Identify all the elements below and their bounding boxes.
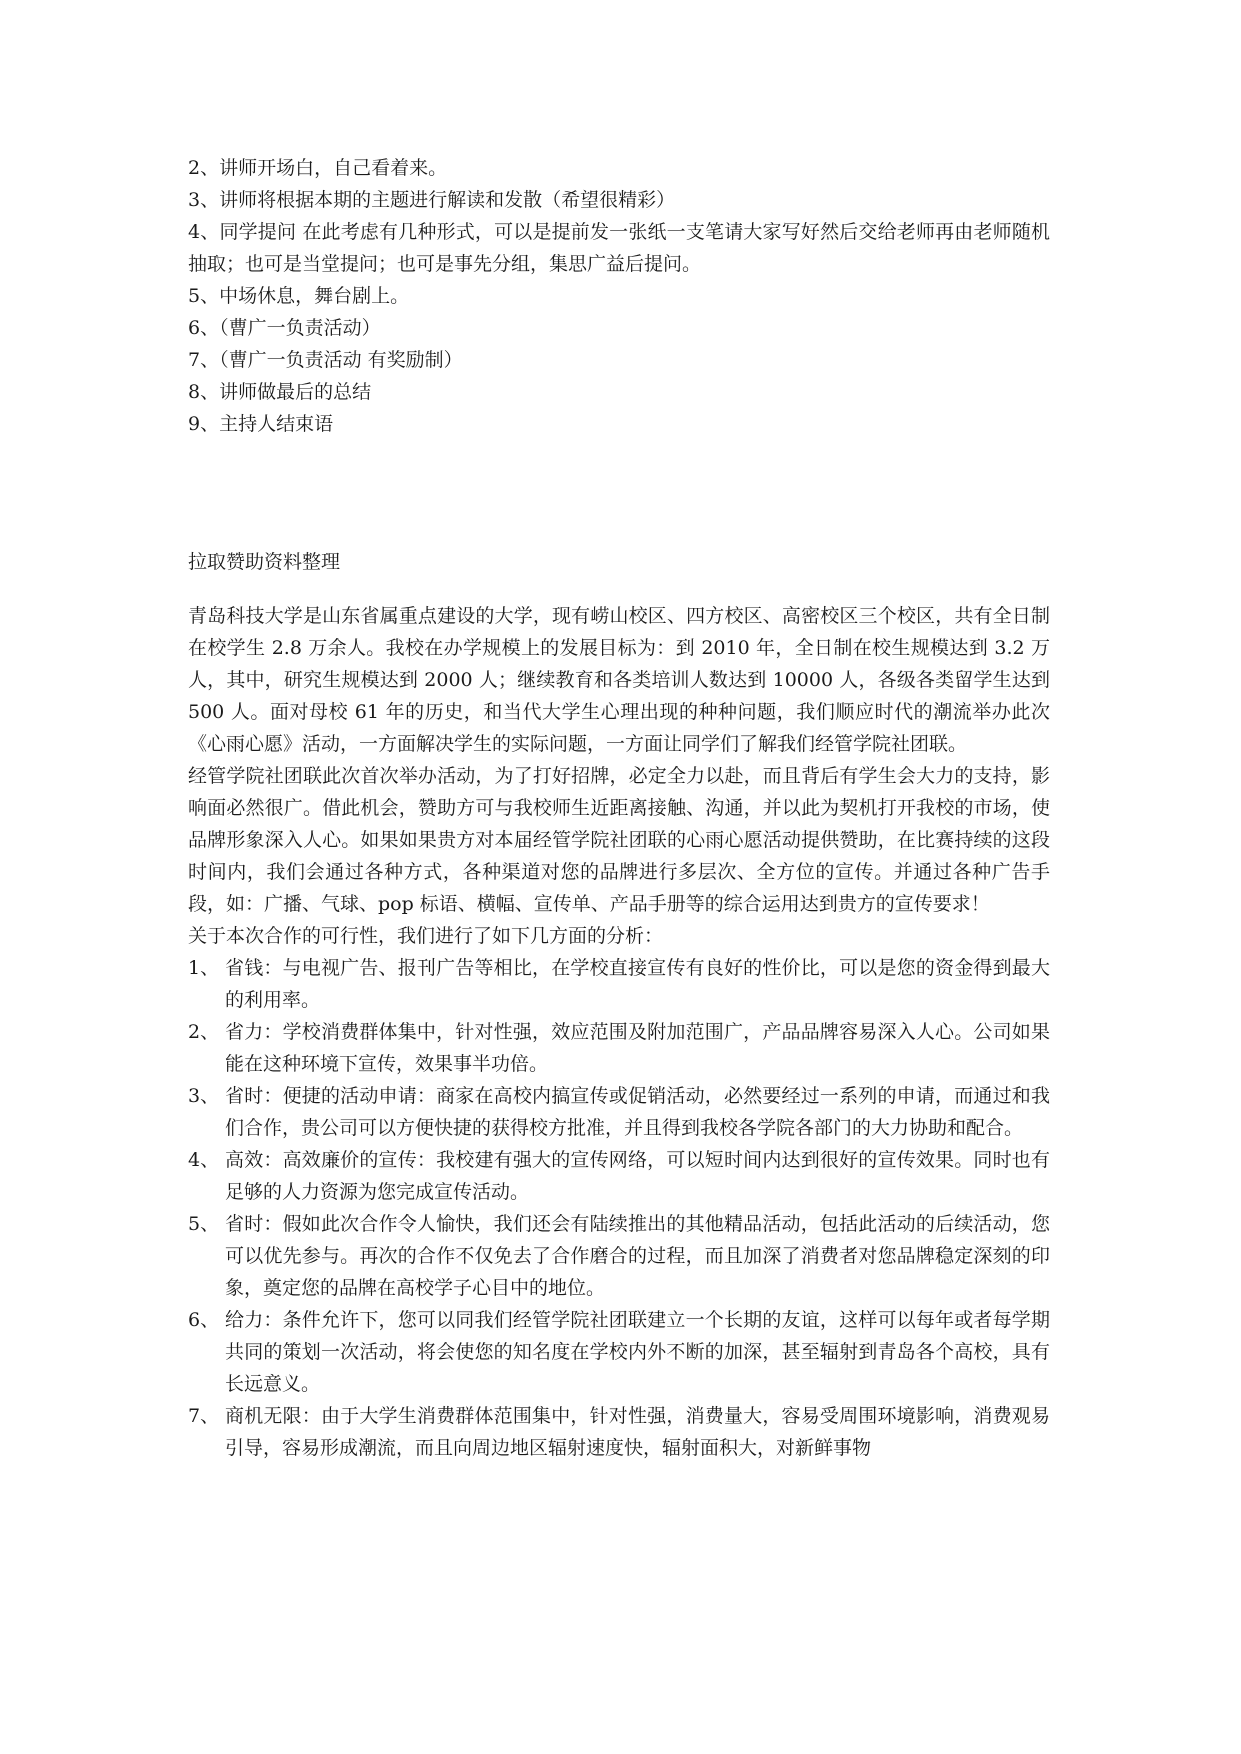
- agenda-item: 6、（曹广一负责活动）: [188, 317, 381, 339]
- agenda-item: 3、讲师将根据本期的主题进行解读和发散（希望很精彩）: [188, 189, 676, 211]
- agenda-item: 7、（曹广一负责活动 有奖励制）: [188, 349, 463, 371]
- section-title: 拉取赞助资料整理: [188, 551, 341, 573]
- list-item: [188, 1304, 1050, 1400]
- agenda-item: 5、中场休息，舞台剧上。: [188, 285, 410, 307]
- list-number: 5、: [188, 1213, 220, 1235]
- feasibility-list: [188, 952, 1050, 1464]
- agenda-list: [188, 152, 1050, 440]
- agenda-item: 9、主持人结束语: [188, 413, 334, 435]
- list-number: 7、: [188, 1405, 220, 1427]
- list-text: 省力：学校消费群体集中，针对性强，效应范围及附加范围广，产品品牌容易深入人心。公司如果能在这种环境下宣传，效果事半功倍。: [225, 1021, 1050, 1075]
- list-item: [188, 1400, 1050, 1464]
- paragraph: 关于本次合作的可行性，我们进行了如下几方面的分析：: [188, 925, 664, 947]
- list-number: 3、: [188, 1085, 220, 1107]
- list-text: 商机无限：由于大学生消费群体范围集中，针对性强，消费量大，容易受周围环境影响，消费观易引导，容易形成潮流，而且向周边地区辐射速度快，辐射面积大，对新鲜事物: [225, 1405, 1050, 1459]
- agenda-item: 4、同学提问 在此考虑有几种形式，可以是提前发一张纸一支笔请大家写好然后交给老师再由老师随机抽取；也可是当堂提问；也可是事先分组，集思广益后提问。: [188, 221, 1050, 275]
- list-item: [188, 1144, 1050, 1208]
- list-number: 6、: [188, 1309, 220, 1331]
- list-text: 给力：条件允许下，您可以同我们经管学院社团联建立一个长期的友谊，这样可以每年或者每学期共同的策划一次活动，将会使您的知名度在学校内外不断的加深，甚至辐射到青岛各个高校，具有长远意义。: [225, 1309, 1050, 1395]
- list-number: 2、: [188, 1021, 220, 1043]
- list-number: 1、: [188, 957, 220, 979]
- sponsorship-body: [188, 600, 1050, 952]
- list-text: 省时：假如此次合作令人愉快，我们还会有陆续推出的其他精品活动，包括此活动的后续活动，您可以优先参与。再次的合作不仅免去了合作磨合的过程，而且加深了消费者对您品牌稳定深刻的印象，奠定您的品牌在高校学子心目中的地位。: [225, 1213, 1050, 1299]
- list-item: [188, 1080, 1050, 1144]
- document-body: [188, 152, 1050, 1464]
- list-item: [188, 1016, 1050, 1080]
- agenda-item: 2、讲师开场白，自己看着来。: [188, 157, 448, 179]
- list-text: 高效：高效廉价的宣传：我校建有强大的宣传网络，可以短时间内达到很好的宣传效果。同时也有足够的人力资源为您完成宣传活动。: [225, 1149, 1050, 1203]
- agenda-item: 8、讲师做最后的总结: [188, 381, 372, 403]
- paragraph: 青岛科技大学是山东省属重点建设的大学，现有崂山校区、四方校区、高密校区三个校区，共有全日制在校学生 2.8 万余人。我校在办学规模上的发展目标为：到 2010 年，全日制在校生规模达到 3.2 万人，其中，研究生规模达到 2000 人；继续教育和各类培训人数达到 10000 人，各级各类留学生达到 500 人。面对母校 61 年的历史，和当代大学生心理出现的种种问题，我们顺应时代的潮流举办此次《心雨心愿》活动，一方面解决学生的实际问题，一方面让同学们了解我们经管学院社团联。: [188, 605, 1050, 755]
- list-item: [188, 952, 1050, 1016]
- list-text: 省时：便捷的活动申请：商家在高校内搞宣传或促销活动，必然要经过一系列的申请，而通过和我们合作，贵公司可以方便快捷的获得校方批准，并且得到我校各学院各部门的大力协助和配合。: [225, 1085, 1050, 1139]
- list-text: 省钱：与电视广告、报刊广告等相比，在学校直接宣传有良好的性价比，可以是您的资金得到最大的利用率。: [225, 957, 1050, 1011]
- list-item: [188, 1208, 1050, 1304]
- paragraph: 经管学院社团联此次首次举办活动，为了打好招牌，必定全力以赴，而且背后有学生会大力的支持，影响面必然很广。借此机会，赞助方可与我校师生近距离接触、沟通，并以此为契机打开我校的市场，使品牌形象深入人心。如果如果贵方对本届经管学院社团联的心雨心愿活动提供赞助，在比赛持续的这段时间内，我们会通过各种方式，各种渠道对您的品牌进行多层次、全方位的宣传。并通过各种广告手段，如：广播、气球、pop 标语、横幅、宣传单、产品手册等的综合运用达到贵方的宣传要求！: [188, 765, 1050, 915]
- list-number: 4、: [188, 1149, 220, 1171]
